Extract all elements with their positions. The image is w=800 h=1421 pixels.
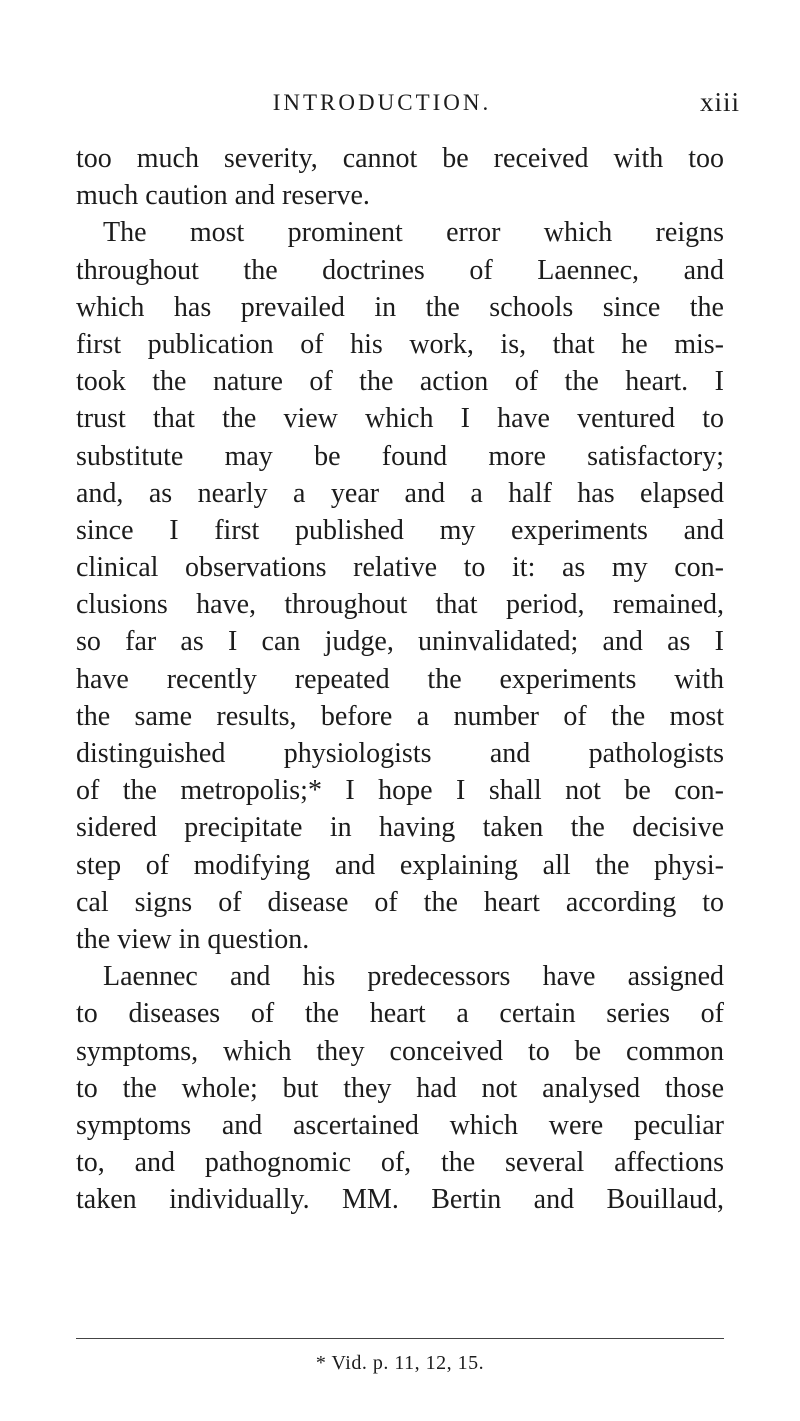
text-line: first publication of his work, is, that he mis-: [76, 328, 724, 360]
running-head: INTRODUCTION.: [272, 90, 492, 115]
text-line: to diseases of the heart a certain series of: [76, 998, 724, 1030]
text-line: much caution and reserve.: [76, 180, 370, 212]
text-line: The most prominent error which reigns: [103, 217, 724, 249]
text-line: have recently repeated the experiments with: [76, 663, 724, 695]
text-line: to, and pathognomic of, the several affections: [76, 1147, 724, 1179]
text-line: the same results, before a number of the most: [76, 700, 724, 732]
text-line: sidered precipitate in having taken the decisive: [76, 812, 724, 844]
text-line: the view in question.: [76, 923, 310, 955]
page-number: xiii: [700, 87, 741, 117]
text-line: took the nature of the action of the heart. I: [76, 366, 724, 398]
text-line: Laennec and his predecessors have assigned: [103, 961, 724, 993]
text-line: taken individually. MM. Bertin and Bouillaud,: [76, 1184, 724, 1216]
text-line: to the whole; but they had not analysed those: [76, 1072, 724, 1104]
text-line: of the metropolis;* I hope I shall not be con-: [76, 775, 724, 807]
footnote-rule: [76, 1338, 724, 1339]
text-line: clusions have, throughout that period, remained,: [76, 589, 724, 621]
text-line: throughout the doctrines of Laennec, and: [76, 254, 724, 286]
text-line: step of modifying and explaining all the physi-: [76, 849, 724, 881]
text-line: and, as nearly a year and a half has elapsed: [76, 477, 724, 509]
text-line: since I first published my experiments and: [76, 514, 724, 546]
text-line: symptoms, which they conceived to be common: [76, 1035, 724, 1067]
text-line: clinical observations relative to it: as my con-: [76, 552, 724, 584]
text-line: distinguished physiologists and pathologists: [76, 738, 724, 769]
text-line: cal signs of disease of the heart according to: [76, 886, 724, 918]
text-line: so far as I can judge, uninvalidated; and as I: [76, 626, 724, 658]
footnote: * Vid. p. 11, 12, 15.: [315, 1352, 485, 1374]
text-line: too much severity, cannot be received with too: [76, 143, 724, 174]
text-line: trust that the view which I have ventured to: [76, 403, 724, 435]
text-line: which has prevailed in the schools since the: [76, 291, 724, 323]
text-line: symptoms and ascertained which were peculiar: [76, 1109, 724, 1141]
text-line: substitute may be found more satisfactory;: [76, 440, 724, 472]
body-text: [76, 140, 724, 1218]
